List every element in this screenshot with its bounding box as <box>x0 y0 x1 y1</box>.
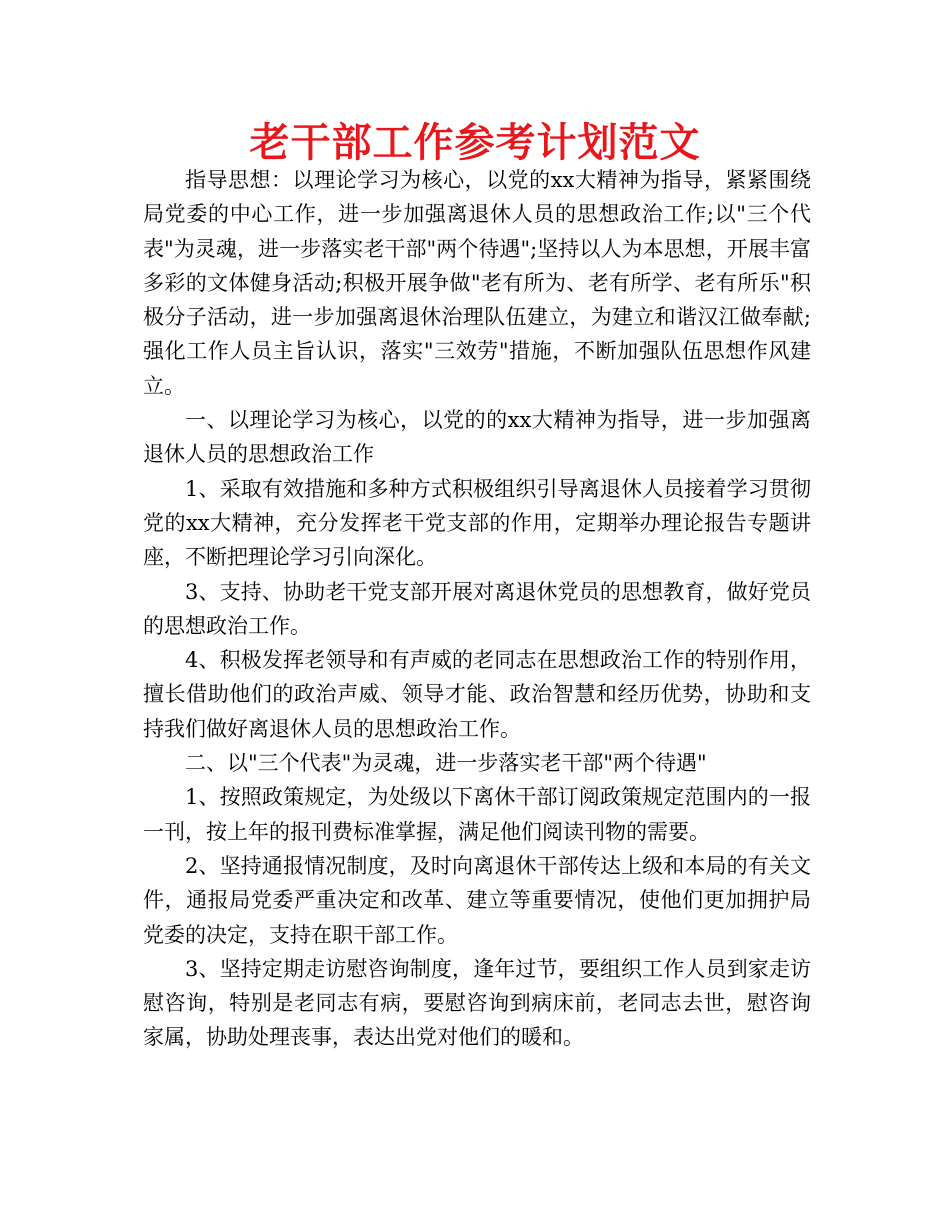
paragraph-guiding-ideology: 指导思想：以理论学习为核心，以党的xx大精神为指导，紧紧围绕局党委的中心工作，进一步加强离退休人员的思想政治工作;以"三个代表"为灵魂，进一步落实老干部"两个待遇";坚持以人为本思想，开展丰富多彩的文体健身活动;积极开展争做"老有所为、老有所学、老有所乐"积极分子活动，进一步加强离退休治理队伍建立，为建立和谐汉江做奉献;强化工作人员主旨认识，落实"三效劳"措施，不断加强队伍思想作风建立。 <box>143 168 811 398</box>
paragraph-item: 3、支持、协助老干党支部开展对离退休党员的思想教育，做好党员的思想政治工作。 <box>143 579 811 638</box>
paragraph-item: 3、坚持定期走访慰咨询制度，逢年过节，要组织工作人员到家走访慰咨询，特别是老同志有病，要慰咨询到病床前，老同志去世，慰咨询家属，协助处理丧事，表达出党对他们的暖和。 <box>143 956 811 1050</box>
paragraph-item: 2、坚持通报情况制度，及时向离退休干部传达上级和本局的有关文件，通报局党委严重决定和改革、建立等重要情况，使他们更加拥护局党委的决定，支持在职干部工作。 <box>143 853 811 947</box>
paragraph-item: 1、按照政策规定，为处级以下离休干部订阅政策规定范围内的一报一刊，按上年的报刊费标准掌握，满足他们阅读刊物的需要。 <box>143 785 811 844</box>
paragraph-item: 4、积极发挥老领导和有声威的老同志在思想政治工作的特别作用，擅长借助他们的政治声威、领导才能、政治智慧和经历优势，协助和支持我们做好离退休人员的思想政治工作。 <box>143 648 811 741</box>
paragraph-item: 1、采取有效措施和多种方式积极组织引导离退休人员接着学习贯彻党的xx大精神，充分发挥老干党支部的作用，定期举办理论报告专题讲座，不断把理论学习引向深化。 <box>143 476 811 570</box>
section-heading-1: 一、以理论学习为核心，以党的的xx大精神为指导，进一步加强离退休人员的思想政治工作 <box>143 408 811 467</box>
section-heading-2: 二、以"三个代表"为灵魂，进一步落实老干部"两个待遇" <box>185 751 707 776</box>
document-body <box>143 163 811 1055</box>
document-title: 老干部工作参考计划范文 <box>249 120 701 166</box>
